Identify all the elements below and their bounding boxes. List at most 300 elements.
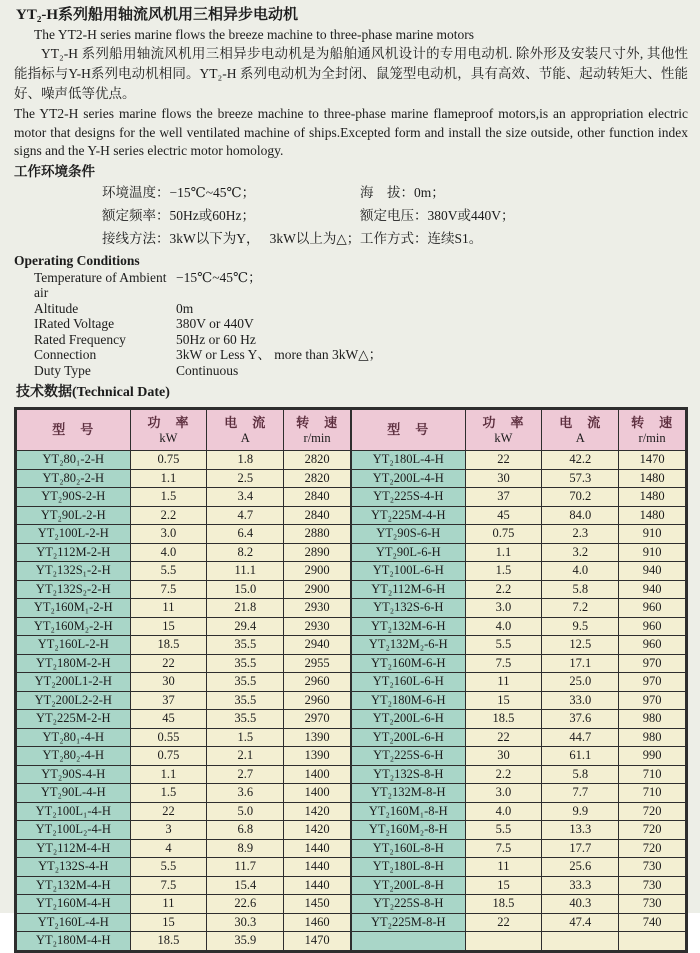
table-row bbox=[17, 506, 351, 525]
table-row bbox=[352, 617, 686, 636]
speed-cell: 2820 bbox=[284, 451, 351, 470]
speed-cell: 710 bbox=[619, 784, 686, 803]
current-cell: 9.5 bbox=[542, 617, 619, 636]
speed-cell: 2960 bbox=[284, 691, 351, 710]
condition-value: 380V或440V； bbox=[427, 207, 515, 223]
model-cell: YT₂225M-8-H bbox=[352, 913, 466, 932]
speed-cell: 1400 bbox=[284, 784, 351, 803]
conditions-zh-row bbox=[102, 204, 688, 227]
table-row bbox=[352, 543, 686, 562]
conditions-zh-row bbox=[102, 181, 688, 204]
speed-cell: 2900 bbox=[284, 562, 351, 581]
model-cell: YT₂160L-4-H bbox=[17, 913, 131, 932]
table-row bbox=[17, 488, 351, 507]
speed-cell: 940 bbox=[619, 562, 686, 581]
current-cell: 11.7 bbox=[207, 858, 284, 877]
table-row bbox=[352, 469, 686, 488]
model-cell: YT₂80₁-2-H bbox=[17, 451, 131, 470]
model-cell: YT₂90S-2-H bbox=[17, 488, 131, 507]
power-cell: 11 bbox=[130, 895, 207, 914]
condition-pair bbox=[360, 181, 445, 204]
current-cell: 30.3 bbox=[207, 913, 284, 932]
current-cell: 2.1 bbox=[207, 747, 284, 766]
condition-value: Continuous bbox=[176, 362, 239, 378]
model-cell: YT₂90S-6-H bbox=[352, 525, 466, 544]
model-cell: YT₂160L-6-H bbox=[352, 673, 466, 692]
model-cell: YT₂200L1-2-H bbox=[17, 673, 131, 692]
intro-paragraph-en: The YT2-H series marine flows the breeze machine to three-phase marine flameproof motors,is an appropriation electric motor that designs for the well ventilated machine of ships.Excepted form and install the size outside, other function index signs and the Y-H series electric motor homology. bbox=[14, 106, 688, 158]
current-cell: 37.6 bbox=[542, 710, 619, 729]
power-cell: 5.5 bbox=[465, 636, 542, 655]
speed-cell: 960 bbox=[619, 599, 686, 618]
table-row bbox=[352, 451, 686, 470]
table-row bbox=[17, 747, 351, 766]
power-cell bbox=[465, 932, 542, 951]
condition-pair bbox=[102, 181, 360, 204]
power-cell: 15 bbox=[465, 876, 542, 895]
current-cell: 25.6 bbox=[542, 858, 619, 877]
speed-cell: 1480 bbox=[619, 469, 686, 488]
speed-cell: 2840 bbox=[284, 506, 351, 525]
current-cell: 2.3 bbox=[542, 525, 619, 544]
current-cell: 7.7 bbox=[542, 784, 619, 803]
power-cell: 3.0 bbox=[130, 525, 207, 544]
model-cell: YT₂112M-6-H bbox=[352, 580, 466, 599]
model-cell: YT₂200L-4-H bbox=[352, 469, 466, 488]
speed-cell: 980 bbox=[619, 710, 686, 729]
speed-cell: 940 bbox=[619, 580, 686, 599]
current-cell: 17.1 bbox=[542, 654, 619, 673]
condition-value: 3kW以下为Y， 3kW以上为△； bbox=[169, 230, 361, 246]
speed-cell: 910 bbox=[619, 525, 686, 544]
power-cell: 7.5 bbox=[465, 654, 542, 673]
power-cell: 4.0 bbox=[130, 543, 207, 562]
speed-cell: 2880 bbox=[284, 525, 351, 544]
speed-cell: 2900 bbox=[284, 580, 351, 599]
power-cell: 5.5 bbox=[465, 821, 542, 840]
page-title: YT₂-H系列船用轴流风机用三相异步电动机 bbox=[16, 7, 298, 23]
speed-cell: 1460 bbox=[284, 913, 351, 932]
model-cell: YT₂160M₂-8-H bbox=[352, 821, 466, 840]
current-cell: 35.9 bbox=[207, 932, 284, 951]
power-cell: 22 bbox=[465, 728, 542, 747]
table-row bbox=[17, 710, 351, 729]
table-row bbox=[17, 469, 351, 488]
table-row bbox=[17, 802, 351, 821]
speed-cell: 970 bbox=[619, 673, 686, 692]
table-row bbox=[352, 599, 686, 618]
power-cell: 15 bbox=[130, 913, 207, 932]
table-row bbox=[17, 673, 351, 692]
power-cell: 30 bbox=[130, 673, 207, 692]
power-cell: 5.5 bbox=[130, 858, 207, 877]
table-row bbox=[352, 747, 686, 766]
speed-cell: 2840 bbox=[284, 488, 351, 507]
current-cell: 35.5 bbox=[207, 710, 284, 729]
model-cell: YT₂90L-6-H bbox=[352, 543, 466, 562]
power-cell: 37 bbox=[130, 691, 207, 710]
power-cell: 3.0 bbox=[465, 784, 542, 803]
speed-cell: 1390 bbox=[284, 747, 351, 766]
power-cell: 4.0 bbox=[465, 617, 542, 636]
model-cell: YT₂160M₁-8-H bbox=[352, 802, 466, 821]
speed-cell: 1390 bbox=[284, 728, 351, 747]
model-cell: YT₂90S-4-H bbox=[17, 765, 131, 784]
model-cell: YT₂132S-4-H bbox=[17, 858, 131, 877]
speed-cell: 1400 bbox=[284, 765, 351, 784]
technical-table-left bbox=[16, 409, 351, 951]
speed-cell: 730 bbox=[619, 858, 686, 877]
current-cell: 4.0 bbox=[542, 562, 619, 581]
model-cell bbox=[352, 932, 466, 951]
speed-cell: 1440 bbox=[284, 839, 351, 858]
current-cell: 35.5 bbox=[207, 673, 284, 692]
table-row bbox=[17, 580, 351, 599]
column-header-speed: 转 速 r/min bbox=[619, 410, 686, 451]
conditions-zh-heading: 工作环境条件 bbox=[14, 163, 95, 179]
power-cell: 18.5 bbox=[465, 895, 542, 914]
power-cell: 5.5 bbox=[130, 562, 207, 581]
model-cell: YT₂132M-4-H bbox=[17, 876, 131, 895]
column-header-current: 电 流 A bbox=[542, 410, 619, 451]
speed-cell: 1450 bbox=[284, 895, 351, 914]
table-row bbox=[352, 654, 686, 673]
power-cell: 22 bbox=[130, 654, 207, 673]
table-row bbox=[352, 784, 686, 803]
model-cell: YT₂160L-8-H bbox=[352, 839, 466, 858]
table-row bbox=[17, 839, 351, 858]
current-cell: 15.4 bbox=[207, 876, 284, 895]
speed-cell: 1440 bbox=[284, 858, 351, 877]
power-cell: 22 bbox=[465, 451, 542, 470]
model-cell: YT₂132S₂-2-H bbox=[17, 580, 131, 599]
table-row bbox=[17, 451, 351, 470]
speed-cell: 2930 bbox=[284, 617, 351, 636]
power-cell: 3.0 bbox=[465, 599, 542, 618]
current-cell: 40.3 bbox=[542, 895, 619, 914]
model-cell: YT₂132M-8-H bbox=[352, 784, 466, 803]
model-cell: YT₂225M-4-H bbox=[352, 506, 466, 525]
model-cell: YT₂200L-8-H bbox=[352, 876, 466, 895]
speed-cell: 960 bbox=[619, 617, 686, 636]
model-cell: YT₂132S₁-2-H bbox=[17, 562, 131, 581]
model-cell: YT₂225M-2-H bbox=[17, 710, 131, 729]
current-cell: 61.1 bbox=[542, 747, 619, 766]
current-cell: 2.7 bbox=[207, 765, 284, 784]
condition-en-row bbox=[34, 316, 688, 332]
condition-value: −15℃~45℃； bbox=[176, 269, 262, 285]
speed-cell: 740 bbox=[619, 913, 686, 932]
table-row bbox=[17, 599, 351, 618]
power-cell: 11 bbox=[465, 673, 542, 692]
current-cell: 3.6 bbox=[207, 784, 284, 803]
table-row bbox=[352, 913, 686, 932]
current-cell: 25.0 bbox=[542, 673, 619, 692]
model-cell: YT₂160M-6-H bbox=[352, 654, 466, 673]
table-row bbox=[352, 488, 686, 507]
current-cell: 33.3 bbox=[542, 876, 619, 895]
table-header-row bbox=[352, 410, 686, 451]
power-cell: 45 bbox=[130, 710, 207, 729]
model-cell: YT₂180L-8-H bbox=[352, 858, 466, 877]
power-cell: 11 bbox=[130, 599, 207, 618]
model-cell: YT₂90L-4-H bbox=[17, 784, 131, 803]
table-row bbox=[17, 765, 351, 784]
speed-cell: 2955 bbox=[284, 654, 351, 673]
table-row bbox=[17, 858, 351, 877]
condition-label: 工作方式： bbox=[360, 230, 428, 246]
power-cell: 30 bbox=[465, 469, 542, 488]
current-cell: 22.6 bbox=[207, 895, 284, 914]
condition-label: Duty Type bbox=[34, 362, 91, 378]
table-row bbox=[352, 802, 686, 821]
model-cell: YT₂225S-8-H bbox=[352, 895, 466, 914]
speed-cell: 970 bbox=[619, 691, 686, 710]
table-row bbox=[352, 839, 686, 858]
current-cell: 47.4 bbox=[542, 913, 619, 932]
model-cell: YT₂100L₂-4-H bbox=[17, 821, 131, 840]
model-cell: YT₂112M-2-H bbox=[17, 543, 131, 562]
table-row bbox=[352, 562, 686, 581]
condition-value: 380V or 440V bbox=[176, 316, 254, 331]
power-cell: 3 bbox=[130, 821, 207, 840]
table-row bbox=[17, 562, 351, 581]
condition-label: Altitude bbox=[34, 300, 79, 316]
model-cell: YT₂132S-8-H bbox=[352, 765, 466, 784]
condition-en-row bbox=[34, 347, 688, 363]
power-cell: 11 bbox=[465, 858, 542, 877]
current-cell: 3.4 bbox=[207, 488, 284, 507]
model-cell: YT₂225S-6-H bbox=[352, 747, 466, 766]
condition-label: Rated Frequency bbox=[34, 331, 126, 347]
power-cell: 2.2 bbox=[130, 506, 207, 525]
current-cell: 1.8 bbox=[207, 451, 284, 470]
power-cell: 2.2 bbox=[465, 765, 542, 784]
power-cell: 4.0 bbox=[465, 802, 542, 821]
current-cell: 84.0 bbox=[542, 506, 619, 525]
model-cell: YT₂132S-6-H bbox=[352, 599, 466, 618]
condition-value: −15℃~45℃； bbox=[169, 184, 256, 200]
current-cell: 8.9 bbox=[207, 839, 284, 858]
current-cell: 17.7 bbox=[542, 839, 619, 858]
technical-data-heading: 技术数据(Technical Date) bbox=[16, 385, 170, 400]
model-cell: YT₂80₂-2-H bbox=[17, 469, 131, 488]
current-cell: 6.4 bbox=[207, 525, 284, 544]
power-cell: 7.5 bbox=[130, 876, 207, 895]
conditions-en-section bbox=[14, 270, 688, 379]
table-row bbox=[352, 673, 686, 692]
power-cell: 0.55 bbox=[130, 728, 207, 747]
current-cell: 15.0 bbox=[207, 580, 284, 599]
speed-cell: 720 bbox=[619, 839, 686, 858]
power-cell: 7.5 bbox=[130, 580, 207, 599]
table-row bbox=[17, 821, 351, 840]
table-row bbox=[352, 506, 686, 525]
condition-value: 0m bbox=[176, 300, 194, 316]
conditions-en-heading: Operating Conditions bbox=[14, 252, 140, 268]
power-cell: 1.5 bbox=[130, 784, 207, 803]
model-cell: YT₂200L2-2-H bbox=[17, 691, 131, 710]
table-row bbox=[352, 525, 686, 544]
speed-cell: 910 bbox=[619, 543, 686, 562]
speed-cell: 2930 bbox=[284, 599, 351, 618]
column-header-power: 功 率 kW bbox=[465, 410, 542, 451]
current-cell: 4.7 bbox=[207, 506, 284, 525]
table-row bbox=[352, 728, 686, 747]
table-header-row bbox=[17, 410, 351, 451]
speed-cell: 1470 bbox=[284, 932, 351, 951]
current-cell: 21.8 bbox=[207, 599, 284, 618]
current-cell: 42.2 bbox=[542, 451, 619, 470]
table-row bbox=[17, 784, 351, 803]
current-cell: 13.3 bbox=[542, 821, 619, 840]
speed-cell: 1420 bbox=[284, 821, 351, 840]
model-cell: YT₂100L-6-H bbox=[352, 562, 466, 581]
column-header-speed: 转 速 r/min bbox=[284, 410, 351, 451]
power-cell: 0.75 bbox=[130, 747, 207, 766]
power-cell: 18.5 bbox=[130, 636, 207, 655]
current-cell: 35.5 bbox=[207, 654, 284, 673]
speed-cell: 2960 bbox=[284, 673, 351, 692]
table-row bbox=[17, 636, 351, 655]
model-cell: YT₂160M-4-H bbox=[17, 895, 131, 914]
current-cell: 7.2 bbox=[542, 599, 619, 618]
technical-data-table bbox=[14, 407, 688, 953]
table-row bbox=[352, 710, 686, 729]
column-header-power: 功 率 kW bbox=[130, 410, 207, 451]
current-cell: 3.2 bbox=[542, 543, 619, 562]
intro-paragraph-zh: YT₂-H 系列船用轴流风机用三相异步电动机是为船舶通风机设计的专用电动机. 除外形及安装尺寸外, 其他性能指标与Y-H系列电动机相同。YT₂-H 系列电动机为全封闭、鼠笼型电动机，具有高效、节能、起动转矩大、性能好、噪声低等优点。 bbox=[14, 46, 688, 101]
model-cell: YT₂200L-6-H bbox=[352, 710, 466, 729]
condition-label: 额定电压： bbox=[360, 207, 428, 223]
model-cell: YT₂100L₁-4-H bbox=[17, 802, 131, 821]
condition-pair bbox=[360, 204, 515, 227]
model-cell: YT₂180L-4-H bbox=[352, 451, 466, 470]
condition-value: 50Hz or 60 Hz bbox=[176, 331, 256, 347]
table-row bbox=[17, 617, 351, 636]
condition-value: 连续S1。 bbox=[427, 230, 483, 246]
power-cell: 2.2 bbox=[465, 580, 542, 599]
speed-cell: 1480 bbox=[619, 488, 686, 507]
power-cell: 45 bbox=[465, 506, 542, 525]
table-row bbox=[352, 636, 686, 655]
condition-pair bbox=[102, 204, 360, 227]
current-cell: 2.5 bbox=[207, 469, 284, 488]
power-cell: 7.5 bbox=[465, 839, 542, 858]
speed-cell: 980 bbox=[619, 728, 686, 747]
power-cell: 1.1 bbox=[130, 469, 207, 488]
speed-cell: 720 bbox=[619, 802, 686, 821]
power-cell: 30 bbox=[465, 747, 542, 766]
model-cell: YT₂160M₂-2-H bbox=[17, 617, 131, 636]
speed-cell: 730 bbox=[619, 895, 686, 914]
table-row bbox=[17, 895, 351, 914]
power-cell: 1.1 bbox=[465, 543, 542, 562]
speed-cell: 710 bbox=[619, 765, 686, 784]
model-cell: YT₂80₂-4-H bbox=[17, 747, 131, 766]
speed-cell: 2890 bbox=[284, 543, 351, 562]
power-cell: 37 bbox=[465, 488, 542, 507]
model-cell: YT₂225S-4-H bbox=[352, 488, 466, 507]
current-cell: 33.0 bbox=[542, 691, 619, 710]
power-cell: 4 bbox=[130, 839, 207, 858]
condition-label: Temperature of Ambient air bbox=[34, 269, 167, 300]
condition-value: 0m； bbox=[414, 184, 445, 200]
current-cell: 5.8 bbox=[542, 580, 619, 599]
table-row bbox=[17, 913, 351, 932]
power-cell: 0.75 bbox=[130, 451, 207, 470]
condition-label: Connection bbox=[34, 347, 97, 362]
speed-cell: 2820 bbox=[284, 469, 351, 488]
power-cell: 1.5 bbox=[465, 562, 542, 581]
column-header-model: 型 号 bbox=[17, 410, 131, 451]
condition-pair bbox=[360, 227, 482, 250]
table-row bbox=[17, 728, 351, 747]
current-cell bbox=[542, 932, 619, 951]
table-row bbox=[17, 543, 351, 562]
model-cell: YT₂80₁-4-H bbox=[17, 728, 131, 747]
conditions-zh-row bbox=[102, 227, 688, 250]
power-cell: 1.1 bbox=[130, 765, 207, 784]
table-row bbox=[352, 858, 686, 877]
current-cell: 6.8 bbox=[207, 821, 284, 840]
current-cell: 11.1 bbox=[207, 562, 284, 581]
power-cell: 18.5 bbox=[465, 710, 542, 729]
table-row bbox=[352, 580, 686, 599]
power-cell: 1.5 bbox=[130, 488, 207, 507]
page-subtitle-en: The YT2-H series marine flows the breeze machine to three-phase marine motors bbox=[34, 27, 474, 42]
condition-label: 额定频率： bbox=[102, 207, 170, 223]
speed-cell: 970 bbox=[619, 654, 686, 673]
speed-cell: 2970 bbox=[284, 710, 351, 729]
condition-label: 接线方法： bbox=[102, 230, 170, 246]
model-cell: YT₂160M₁-2-H bbox=[17, 599, 131, 618]
table-row bbox=[17, 654, 351, 673]
current-cell: 57.3 bbox=[542, 469, 619, 488]
power-cell: 15 bbox=[130, 617, 207, 636]
speed-cell: 990 bbox=[619, 747, 686, 766]
condition-label: 环境温度： bbox=[102, 184, 170, 200]
technical-table-right bbox=[351, 409, 686, 951]
model-cell: YT₂160L-2-H bbox=[17, 636, 131, 655]
table-row bbox=[352, 821, 686, 840]
current-cell: 35.5 bbox=[207, 691, 284, 710]
current-cell: 35.5 bbox=[207, 636, 284, 655]
condition-en-row bbox=[34, 270, 688, 301]
condition-value: 3kW or Less Y、 more than 3kW△； bbox=[176, 347, 383, 362]
table-row bbox=[17, 691, 351, 710]
condition-value: 50Hz或60Hz； bbox=[169, 207, 255, 223]
column-header-model: 型 号 bbox=[352, 410, 466, 451]
speed-cell bbox=[619, 932, 686, 951]
power-cell: 22 bbox=[465, 913, 542, 932]
model-cell: YT₂200L-6-H bbox=[352, 728, 466, 747]
speed-cell: 1480 bbox=[619, 506, 686, 525]
speed-cell: 960 bbox=[619, 636, 686, 655]
model-cell: YT₂180M-6-H bbox=[352, 691, 466, 710]
speed-cell: 730 bbox=[619, 876, 686, 895]
table-row bbox=[352, 932, 686, 951]
table-row bbox=[17, 932, 351, 951]
current-cell: 29.4 bbox=[207, 617, 284, 636]
power-cell: 18.5 bbox=[130, 932, 207, 951]
speed-cell: 2940 bbox=[284, 636, 351, 655]
current-cell: 44.7 bbox=[542, 728, 619, 747]
speed-cell: 1470 bbox=[619, 451, 686, 470]
speed-cell: 720 bbox=[619, 821, 686, 840]
table-row bbox=[352, 876, 686, 895]
table-row bbox=[17, 525, 351, 544]
